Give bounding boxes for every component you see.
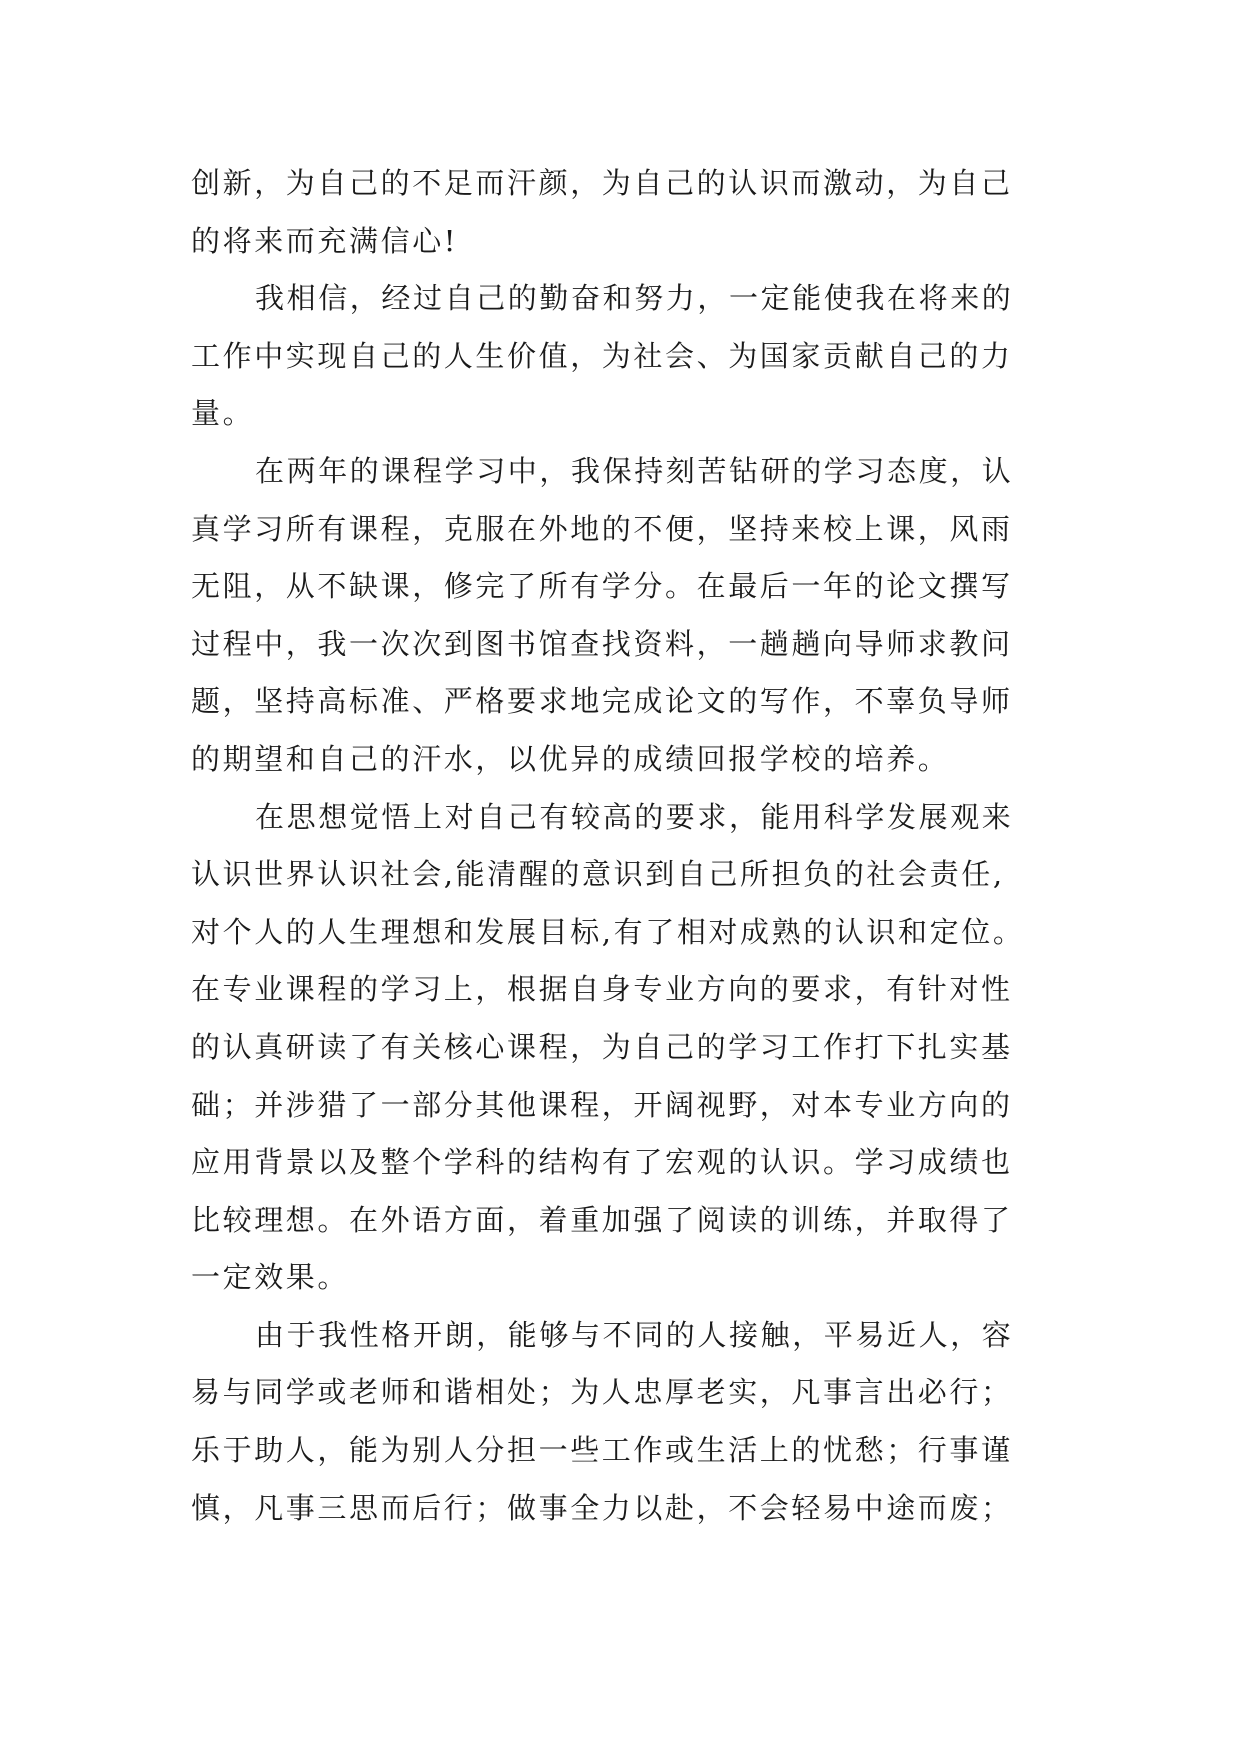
text-line: 量。	[191, 396, 255, 431]
text-line: 工作中实现自己的人生价值，为社会、为国家贡献自己的力	[191, 338, 1013, 373]
text-line: 础；并涉猎了一部分其他课程，开阔视野，对本专业方向的	[191, 1087, 1013, 1122]
text-line: 的将来而充满信心!	[191, 223, 459, 258]
text-line: 乐于助人，能为别人分担一些工作或生活上的忧愁；行事谨	[191, 1433, 1013, 1468]
text-line: 无阻，从不缺课，修完了所有学分。在最后一年的论文撰写	[191, 569, 1013, 604]
text-line: 一定效果。	[191, 1260, 350, 1295]
text-line: 易与同学或老师和谐相处；为人忠厚老实，凡事言出必行；	[191, 1375, 1013, 1410]
text-line: 比较理想。在外语方面，着重加强了阅读的训练，并取得了	[191, 1202, 1013, 1237]
text-line: 对个人的人生理想和发展目标,有了相对成熟的认识和定位。	[191, 914, 1025, 949]
text-line: 在专业课程的学习上，根据自身专业方向的要求，有针对性	[191, 972, 1013, 1007]
text-line: 过程中，我一次次到图书馆查找资料，一趟趟向导师求教问	[191, 626, 1013, 661]
text-line: 真学习所有课程，克服在外地的不便，坚持来校上课，风雨	[191, 511, 1013, 546]
text-line: 在思想觉悟上对自己有较高的要求，能用科学发展观来	[255, 799, 1014, 834]
text-line: 由于我性格开朗，能够与不同的人接触，平易近人，容	[255, 1317, 1014, 1352]
text-line: 的期望和自己的汗水，以优异的成绩回报学校的培养。	[191, 741, 950, 776]
text-line: 我相信，经过自己的勤奋和努力，一定能使我在将来的	[255, 281, 1014, 316]
text-line: 认识世界认识社会,能清醒的意识到自己所担负的社会责任,	[191, 857, 1005, 892]
text-line: 的认真研读了有关核心课程，为自己的学习工作打下扎实基	[191, 1029, 1013, 1064]
text-line: 在两年的课程学习中，我保持刻苦钻研的学习态度，认	[255, 453, 1014, 488]
body-text	[191, 155, 1049, 1537]
text-line: 题，坚持高标准、严格要求地完成论文的写作，不辜负导师	[191, 684, 1013, 719]
text-line: 创新，为自己的不足而汗颜，为自己的认识而激动，为自己	[191, 166, 1013, 200]
text-line: 慎，凡事三思而后行；做事全力以赴，不会轻易中途而废；	[191, 1490, 1013, 1525]
text-line: 应用背景以及整个学科的结构有了宏观的认识。学习成绩也	[191, 1145, 1013, 1180]
